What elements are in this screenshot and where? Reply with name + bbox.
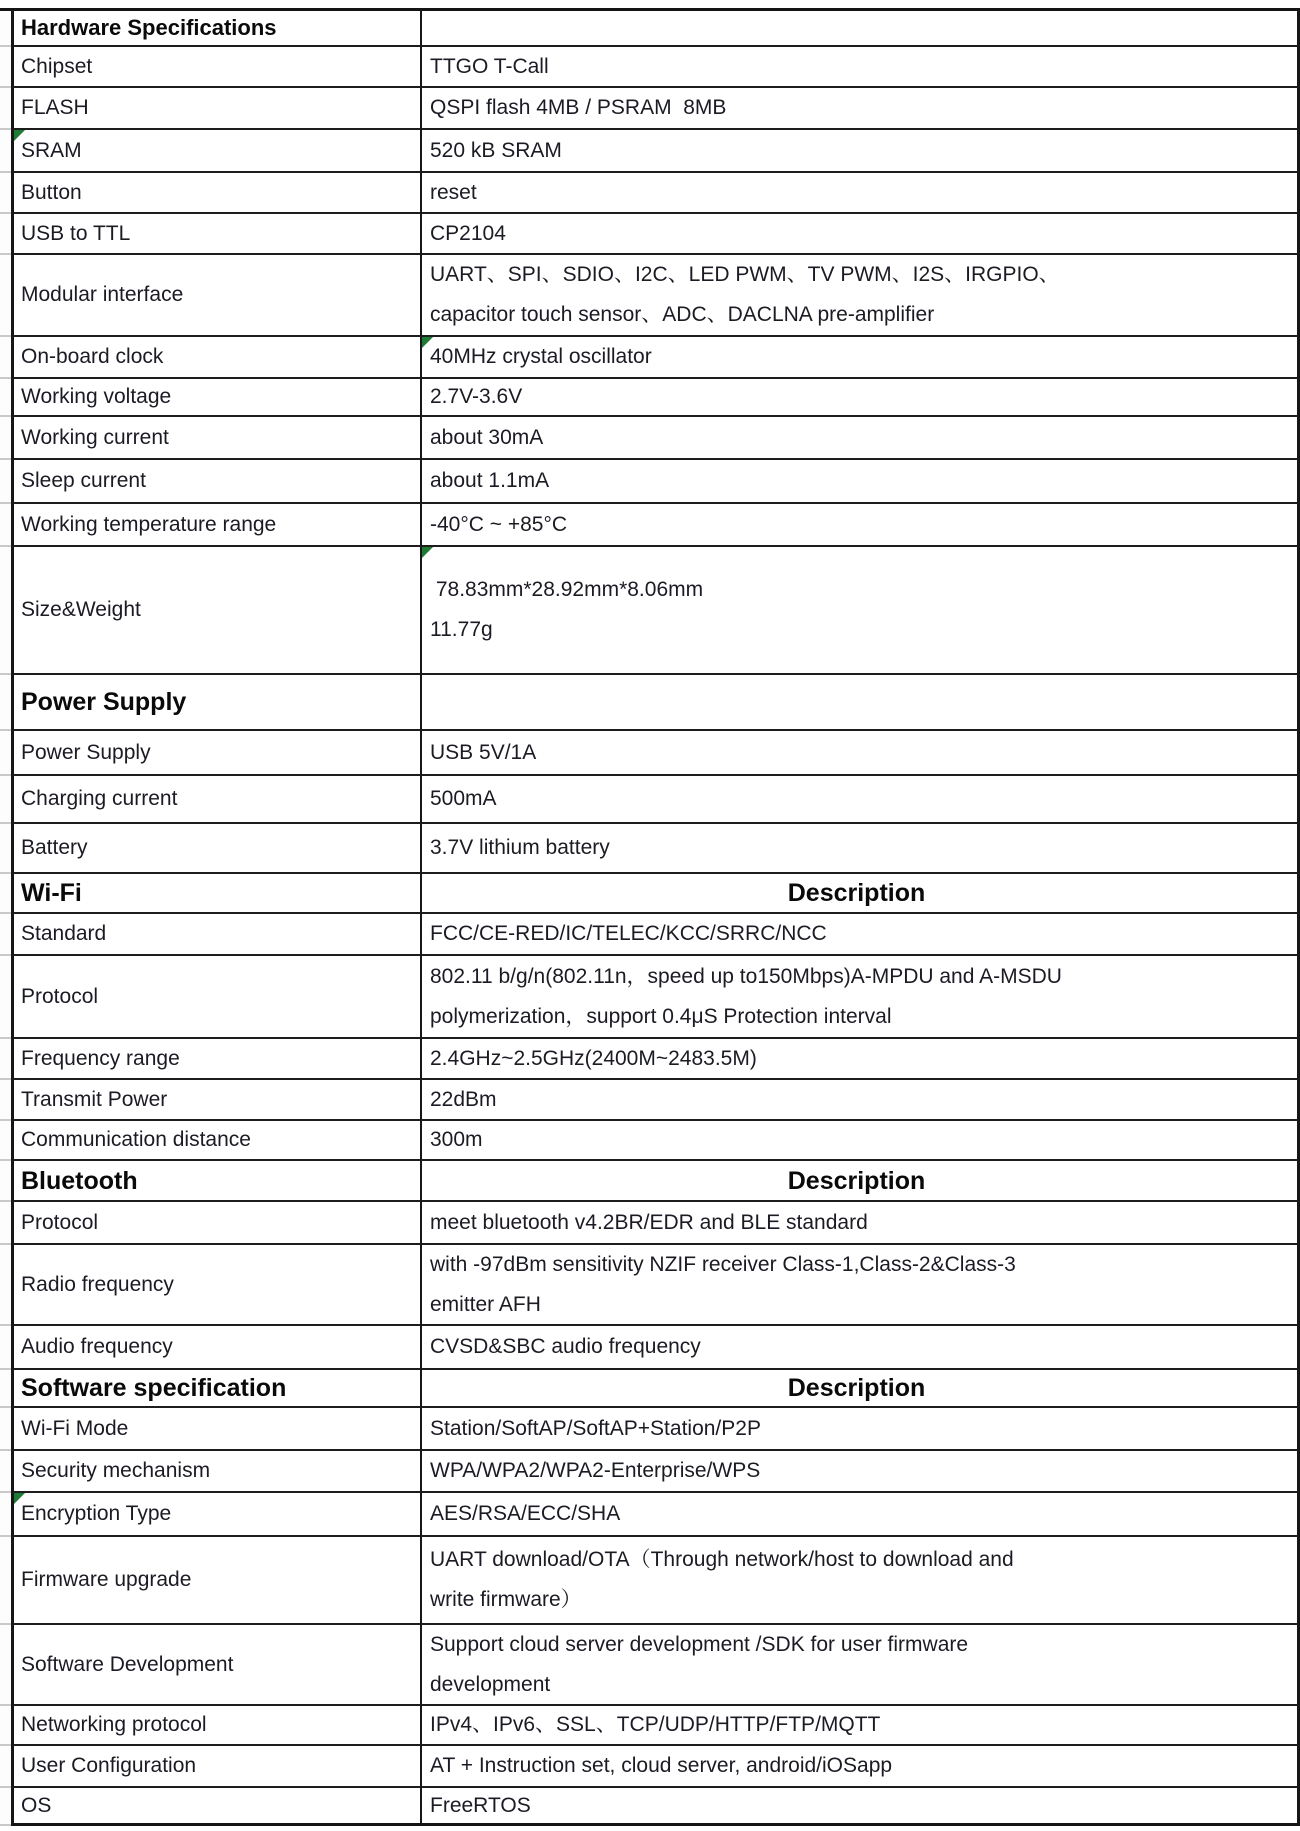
table-row — [0, 1039, 1300, 1080]
row-value-line: UART、SPI、SDIO、I2C、LED PWM、TV PWM、I2S、IRGPIO、 — [430, 263, 1060, 286]
row-label: Working current — [21, 425, 169, 449]
row-value-cell — [422, 1121, 1300, 1161]
table-row — [0, 1326, 1300, 1370]
row-value-cell — [422, 1537, 1300, 1625]
row-value-cell — [422, 1493, 1300, 1537]
row-label: SRAM — [21, 138, 82, 162]
table-row — [0, 1537, 1300, 1625]
table-row — [0, 675, 1300, 731]
row-value-cell — [422, 1080, 1300, 1121]
row-label: Battery — [21, 836, 88, 859]
table-row — [0, 417, 1300, 460]
table-row — [0, 914, 1300, 956]
row-label-cell — [11, 824, 422, 874]
row-label: Hardware Specifications — [21, 15, 277, 40]
row-label-cell — [11, 47, 422, 88]
row-label-cell — [11, 1537, 422, 1625]
table-row — [0, 956, 1300, 1039]
gutter-cell — [0, 1202, 11, 1245]
row-label-cell — [11, 214, 422, 255]
gutter-cell — [0, 417, 11, 460]
row-value-cell — [422, 379, 1300, 417]
row-label-cell — [11, 956, 422, 1039]
row-label: Firmware upgrade — [21, 1568, 192, 1591]
row-label: Networking protocol — [21, 1713, 207, 1736]
row-label: Power Supply — [21, 688, 187, 716]
gutter-cell — [0, 1370, 11, 1408]
row-label: Software specification — [21, 1374, 287, 1402]
gutter-cell — [0, 776, 11, 824]
gutter-cell — [0, 8, 11, 47]
row-label: Wi-Fi — [21, 879, 82, 907]
row-label-cell — [11, 1746, 422, 1788]
gutter-cell — [0, 173, 11, 214]
row-value-cell — [422, 547, 1300, 675]
table-row — [0, 1493, 1300, 1537]
row-label-cell — [11, 460, 422, 504]
table-row — [0, 1408, 1300, 1451]
gutter-cell — [0, 824, 11, 874]
table-row — [0, 1121, 1300, 1161]
row-label-cell — [11, 88, 422, 130]
table-row — [0, 1625, 1300, 1706]
description-header: Description — [787, 1166, 926, 1195]
row-label: Button — [21, 180, 82, 204]
row-label-cell — [11, 1408, 422, 1451]
row-value-line: Support cloud server development /SDK for user firmware — [430, 1632, 969, 1656]
row-value-cell — [422, 731, 1300, 776]
error-indicator-icon — [14, 130, 25, 141]
table-row — [0, 379, 1300, 417]
row-label: Radio frequency — [21, 1272, 174, 1296]
row-value-line: capacitor touch sensor、ADC、DACLNA pre-amplifier — [430, 303, 935, 326]
row-value: meet bluetooth v4.2BR/EDR and BLE standard — [430, 1210, 868, 1234]
row-label-cell — [11, 1161, 422, 1202]
row-value: TTGO T-Call — [430, 54, 549, 78]
table-row — [0, 88, 1300, 130]
row-value-cell — [422, 88, 1300, 130]
row-value-line: 78.83mm*28.92mm*8.06mm — [430, 578, 704, 601]
row-label-cell — [11, 504, 422, 547]
error-indicator-icon — [422, 337, 433, 348]
row-label-cell — [11, 731, 422, 776]
row-label-cell — [11, 1326, 422, 1370]
row-value-cell — [422, 1202, 1300, 1245]
table-row — [0, 1706, 1300, 1746]
table-row — [0, 1161, 1300, 1202]
row-value: 2.7V-3.6V — [430, 385, 523, 408]
row-value-cell — [422, 1161, 1300, 1202]
row-value-cell — [422, 173, 1300, 214]
row-value: 40MHz crystal oscillator — [430, 345, 652, 368]
row-value-cell — [422, 824, 1300, 874]
row-label-cell — [11, 874, 422, 914]
row-value: 300m — [430, 1128, 483, 1151]
row-value-line: UART download/OTA（Through network/host to download and — [430, 1548, 1014, 1571]
row-value: 2.4GHz~2.5GHz(2400M~2483.5M) — [430, 1046, 757, 1070]
gutter-cell — [0, 675, 11, 731]
row-value: FreeRTOS — [430, 1793, 531, 1817]
gutter-cell — [0, 255, 11, 337]
row-value-cell — [422, 1706, 1300, 1746]
table-row — [0, 1746, 1300, 1788]
gutter-cell — [0, 1493, 11, 1537]
row-label: Communication distance — [21, 1128, 251, 1151]
row-value: 500mA — [430, 787, 497, 810]
row-label-cell — [11, 675, 422, 731]
gutter-cell — [0, 1080, 11, 1121]
table-row — [0, 1202, 1300, 1245]
row-value: CP2104 — [430, 221, 506, 245]
gutter-cell — [0, 1161, 11, 1202]
table-row — [0, 214, 1300, 255]
row-label-cell — [11, 337, 422, 379]
row-label: Encryption Type — [21, 1502, 172, 1525]
row-label: Security mechanism — [21, 1459, 211, 1482]
gutter-cell — [0, 88, 11, 130]
gutter-cell — [0, 130, 11, 173]
error-indicator-icon — [422, 547, 433, 558]
row-value-cell — [422, 1039, 1300, 1080]
row-label-cell — [11, 1451, 422, 1493]
row-label: Working voltage — [21, 385, 172, 408]
gutter-cell — [0, 1408, 11, 1451]
gutter-cell — [0, 1121, 11, 1161]
row-value-cell — [422, 1746, 1300, 1788]
row-value-cell — [422, 956, 1300, 1039]
row-label-cell — [11, 1493, 422, 1537]
row-value-cell — [422, 776, 1300, 824]
row-label: Software Development — [21, 1652, 234, 1676]
row-value-line: polymerization，support 0.4μS Protection interval — [430, 1004, 892, 1028]
table-row — [0, 731, 1300, 776]
row-value: IPv4、IPv6、SSL、TCP/UDP/HTTP/FTP/MQTT — [430, 1713, 881, 1736]
gutter-cell — [0, 1039, 11, 1080]
gutter-cell — [0, 874, 11, 914]
table-row — [0, 504, 1300, 547]
row-label: Standard — [21, 922, 107, 945]
table-row — [0, 173, 1300, 214]
row-label: Sleep current — [21, 469, 146, 492]
row-label-cell — [11, 776, 422, 824]
description-header: Description — [787, 1374, 926, 1402]
row-label: On-board clock — [21, 345, 164, 368]
table-row — [0, 1451, 1300, 1493]
row-label: Frequency range — [21, 1046, 180, 1070]
row-value-cell — [422, 1408, 1300, 1451]
row-value-cell — [422, 460, 1300, 504]
row-value-cell — [422, 1326, 1300, 1370]
row-label-cell — [11, 379, 422, 417]
row-value-line: emitter AFH — [430, 1292, 541, 1316]
row-label: Power Supply — [21, 740, 151, 764]
row-value: USB 5V/1A — [430, 740, 537, 764]
row-value-cell — [422, 130, 1300, 173]
row-value: QSPI flash 4MB / PSRAM 8MB — [430, 96, 727, 119]
row-label: User Configuration — [21, 1754, 197, 1777]
row-value: WPA/WPA2/WPA2-Enterprise/WPS — [430, 1459, 761, 1482]
row-label-cell — [11, 1245, 422, 1326]
gutter-cell — [0, 547, 11, 675]
row-value-cell — [422, 1788, 1300, 1826]
gutter-cell — [0, 1625, 11, 1706]
row-label: Charging current — [21, 787, 178, 810]
table-row — [0, 547, 1300, 675]
table-row — [0, 130, 1300, 173]
row-value: AES/RSA/ECC/SHA — [430, 1502, 621, 1525]
row-label-cell — [11, 1625, 422, 1706]
row-label-cell — [11, 173, 422, 214]
gutter-cell — [0, 214, 11, 255]
gutter-cell — [0, 1537, 11, 1625]
row-value-cell — [422, 214, 1300, 255]
row-label-cell — [11, 1788, 422, 1826]
row-label: Protocol — [21, 1210, 99, 1234]
gutter-cell — [0, 379, 11, 417]
row-value-line: 11.77g — [430, 618, 493, 641]
row-label-cell — [11, 1039, 422, 1080]
row-value: about 30mA — [430, 425, 544, 449]
gutter-cell — [0, 1326, 11, 1370]
row-value-cell — [422, 417, 1300, 460]
row-label-cell — [11, 1080, 422, 1121]
row-label: Chipset — [21, 54, 93, 78]
table-row — [0, 47, 1300, 88]
row-label: Transmit Power — [21, 1087, 168, 1111]
table-row — [0, 1245, 1300, 1326]
row-value-cell — [422, 1370, 1300, 1408]
table-row — [0, 460, 1300, 504]
row-value-cell — [422, 1245, 1300, 1326]
row-label-cell — [11, 8, 422, 47]
row-value: -40°C ~ +85°C — [430, 512, 568, 536]
row-label: Working temperature range — [21, 512, 277, 536]
row-label: Protocol — [21, 984, 99, 1008]
table-row — [0, 824, 1300, 874]
table-row — [0, 874, 1300, 914]
row-value-cell — [422, 675, 1300, 731]
row-label-cell — [11, 1202, 422, 1245]
row-label-cell — [11, 1370, 422, 1408]
row-value: 22dBm — [430, 1087, 497, 1111]
row-label: Modular interface — [21, 283, 184, 306]
row-label: FLASH — [21, 96, 89, 119]
gutter-cell — [0, 504, 11, 547]
row-label: Bluetooth — [21, 1166, 138, 1195]
row-value-line: with -97dBm sensitivity NZIF receiver Class-1,Class-2&Class-3 — [430, 1252, 1016, 1276]
gutter-cell — [0, 914, 11, 956]
row-value: about 1.1mA — [430, 469, 550, 492]
table-row — [0, 1080, 1300, 1121]
row-label: Size&Weight — [21, 598, 141, 621]
gutter-cell — [0, 47, 11, 88]
row-value-cell — [422, 914, 1300, 956]
row-value-line: 802.11 b/g/n(802.11n，speed up to150Mbps)A-MPDU and A-MSDU — [430, 964, 1062, 988]
row-label-cell — [11, 130, 422, 173]
row-label-cell — [11, 255, 422, 337]
gutter-cell — [0, 1746, 11, 1788]
row-value-cell — [422, 874, 1300, 914]
gutter-cell — [0, 1706, 11, 1746]
row-value: 3.7V lithium battery — [430, 836, 610, 859]
row-value: reset — [430, 180, 477, 204]
row-value: 520 kB SRAM — [430, 138, 562, 162]
row-value-cell — [422, 8, 1300, 47]
row-value-cell — [422, 255, 1300, 337]
table-row — [0, 1370, 1300, 1408]
row-label-cell — [11, 1706, 422, 1746]
error-indicator-icon — [14, 1493, 25, 1504]
row-value-line: development — [430, 1672, 551, 1696]
row-label: OS — [21, 1793, 52, 1817]
row-value: AT + Instruction set, cloud server, android/iOSapp — [430, 1754, 893, 1777]
row-label: Wi-Fi Mode — [21, 1416, 129, 1440]
gutter-cell — [0, 956, 11, 1039]
gutter-cell — [0, 1788, 11, 1826]
gutter-cell — [0, 337, 11, 379]
row-value-cell — [422, 1451, 1300, 1493]
row-value: CVSD&SBC audio frequency — [430, 1335, 701, 1358]
row-label-cell — [11, 417, 422, 460]
gutter-cell — [0, 460, 11, 504]
row-value-cell — [422, 337, 1300, 379]
row-value-line: write firmware） — [430, 1588, 582, 1611]
table-row — [0, 8, 1300, 47]
gutter-cell — [0, 1451, 11, 1493]
gutter-cell — [0, 731, 11, 776]
table-row — [0, 337, 1300, 379]
row-value: FCC/CE-RED/IC/TELEC/KCC/SRRC/NCC — [430, 922, 827, 945]
table-row — [0, 776, 1300, 824]
row-value: Station/SoftAP/SoftAP+Station/P2P — [430, 1416, 761, 1440]
table-row — [0, 1788, 1300, 1826]
row-value-cell — [422, 47, 1300, 88]
row-value-cell — [422, 1625, 1300, 1706]
row-label: USB to TTL — [21, 221, 131, 245]
row-label: Audio frequency — [21, 1335, 173, 1358]
table-row — [0, 255, 1300, 337]
row-label-cell — [11, 914, 422, 956]
gutter-cell — [0, 1245, 11, 1326]
row-label-cell — [11, 547, 422, 675]
description-header: Description — [787, 879, 926, 907]
row-label-cell — [11, 1121, 422, 1161]
row-value-cell — [422, 504, 1300, 547]
